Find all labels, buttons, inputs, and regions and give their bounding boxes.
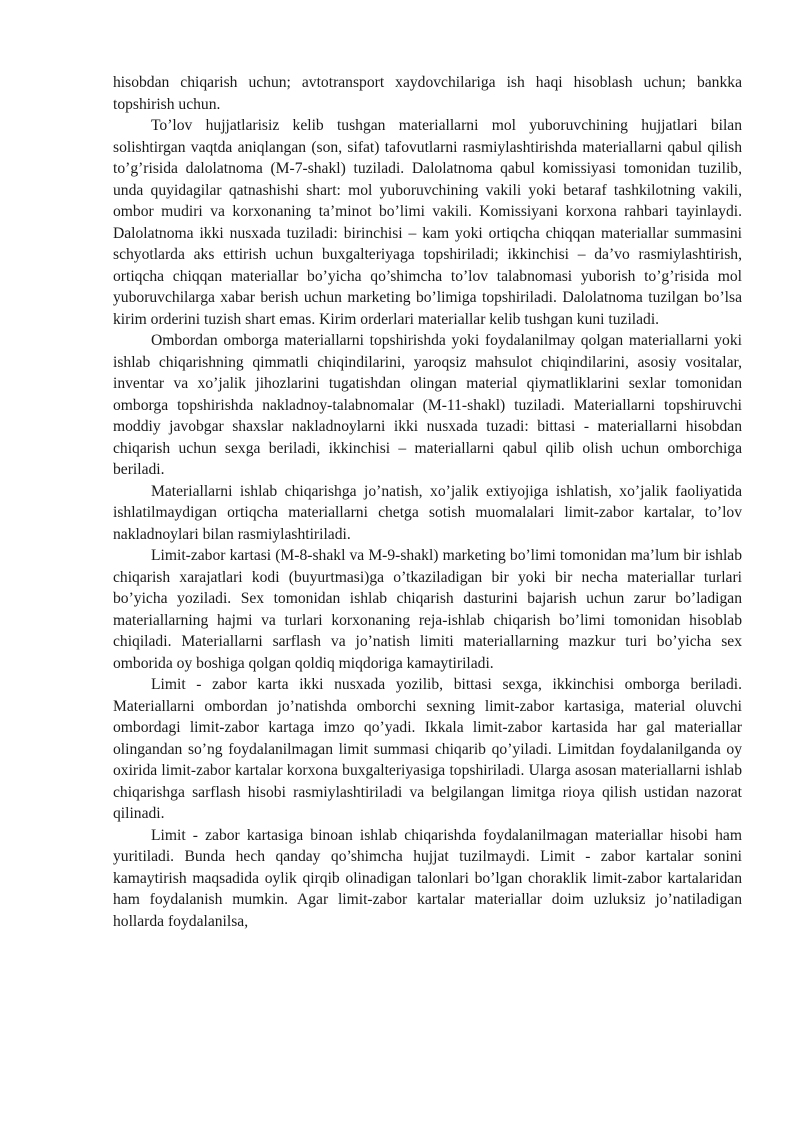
paragraph-receipt-act: To’lov hujjatlarisiz kelib tushgan materiallarni mol yuboruvchining hujjatlari bilan solishtirgan vaqtda aniqlangan (son, sifat) tafovutlarni rasmiylashtirishda materiallarni qabul qilish to’g’risida dalolatnoma (M-7-shakl) tuziladi. Dalolatnoma qabul komissiyasi tomonidan tuzilib, unda quyidagilar qatnashishi shart: mol yuboruvchining vakili yoki betaraf tashkilotning vakili, ombor mudiri va korxonaning ta’minot bo’limi vakili. Komissiyani korxona rahbari tayinlaydi. Dalolatnoma ikki nusxada tuziladi: birinchisi – kam yoki ortiqcha chiqqan materiallar summasini schyotlarda aks ettirish uchun buxgalteriyaga topshiriladi; ikkinchisi – da’vo rasmiylashtirish, ortiqcha chiqqan materiallar bo’yicha qo’shimcha to’lov talabnomasi yuborish to’g’risida mol yuboruvchilarga xabar berish uchun marketing bo’limiga topshiriladi. Dalolatnoma tuzilgan bo’lsa kirim orderini tuzish shart emas. Kirim orderlari materiallar kelib tushgan kuni tuziladi. [113,117,742,328]
paragraph-unused-materials: Limit - zabor kartasiga binoan ishlab chiqarishda foydalanilmagan materiallar hisobi ham yuritiladi. Bunda hech qanday qo’shimcha hujjat tuzilmaydi. Limit - zabor kartalar sonini kamaytirish maqsadida oylik qirqib olinadigan talonlari bo’lgan choraklik limit-zabor kartalaridan ham foydalanish mumkin. Agar limit-zabor kartalar materiallar doim uzluksiz jo’natiladigan hollarda foydalanilsa, [113,826,742,930]
paragraph-limit-card-copies: Limit - zabor karta ikki nusxada yozilib, bittasi sexga, ikkinchisi omborga beriladi. Materiallarni ombordan jo’natishda omborchi sexning limit-zabor kartasiga, material oluvchi ombordagi limit-zabor kartaga imzo qo’yadi. Ikkala limit-zabor kartasida har gal materiallar olingandan so’ng foydalanilmagan limit summasi chiqarib qo’yiladi. Limitdan foydalanilganda oy oxirida limit-zabor kartalar korxona buxgalteriyasiga topshiriladi. Ularga asosan materiallarni ishlab chiqarishga sarflash hisobi rasmiylashtiriladi va belgilangan limitga rioya qilish ustidan nazorat qilinadi. [113,676,742,822]
document-page [113,72,742,932]
paragraph-material-dispatch: Materiallarni ishlab chiqarishga jo’natish, xo’jalik extiyojiga ishlatish, xo’jalik faoliyatida ishlatilmaydigan ortiqcha materiallarni chetga sotish muomalalari limit-zabor kartalar, to’lov nakladnoylari bilan rasmiylashtiriladi. [113,482,742,543]
paragraph-continuation: hisobdan chiqarish uchun; avtotransport xaydovchilariga ish haqi hisoblash uchun; bankka topshirish uchun. [113,74,742,113]
paragraph-warehouse-transfer: Ombordan omborga materiallarni topshirishda yoki foydalanilmay qolgan materiallarni yoki ishlab chiqarishning qimmatli chiqindilarini, yaroqsiz mahsulot chiqindilarini, asosiy vositalar, inventar va xo’jalik jihozlarini tugatishdan olingan material qiymatliklarini sexlar tomonidan omborga topshirishda nakladnoy-talabnomalar (M-11-shakl) tuziladi. Materiallarni topshiruvchi moddiy javobgar shaxslar nakladnoylarni ikki nusxada tuzadi: bittasi - materiallarni hisobdan chiqarish uchun sexga beriladi, ikkinchisi – materiallarni qabul qilib olish uchun omborchiga beriladi. [113,332,742,478]
paragraph-limit-card: Limit-zabor kartasi (M-8-shakl va M-9-shakl) marketing bo’limi tomonidan ma’lum bir ishlab chiqarish xarajatlari kodi (buyurtmasi)ga o’tkaziladigan bir yoki bir necha materiallar turlari bo’yicha yoziladi. Sex tomonidan ishlab chiqarish dasturini bajarish uchun zarur bo’ladigan materiallarning hajmi va turlari korxonaning reja-ishlab chiqarish bo’limi tomonidan hisoblab chiqiladi. Materiallarni sarflash va jo’natish limiti materiallarning mazkur turi bo’yicha sex omborida oy boshiga qolgan qoldiq miqdoriga kamaytiriladi. [113,547,742,672]
